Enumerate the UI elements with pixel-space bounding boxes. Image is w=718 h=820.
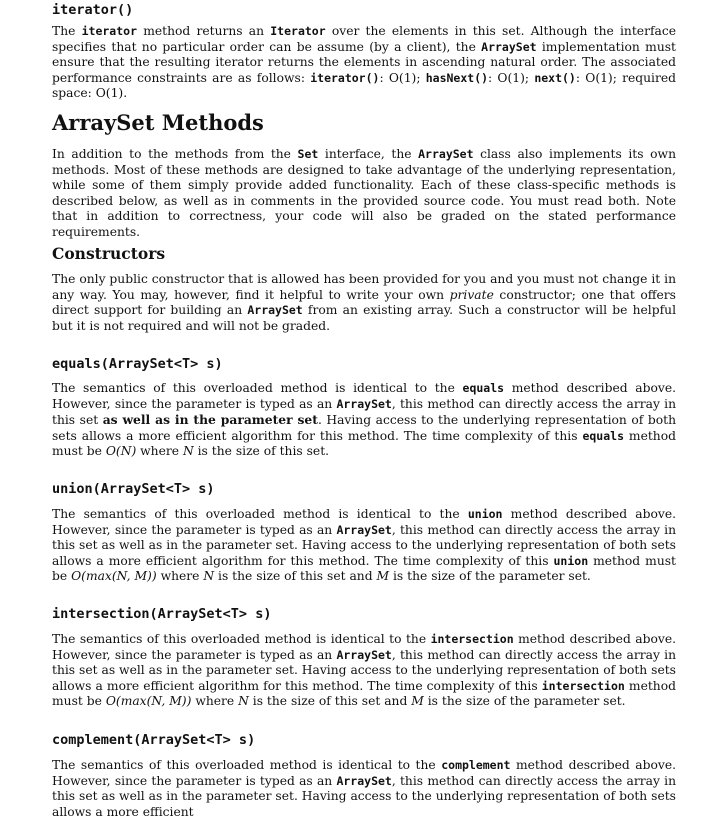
union-paragraph: The semantics of this overloaded method is identical to the union method described above. However, since the parameter is typed as an ArraySet, this method can directly access the array in this set as well as in the parameter set. Having access to the underlying representation of both sets allows a more efficient algorithm for this method. The time complexity of this union method must be O(max(N, M)) where N is the size of this set and M is the size of the parameter set.	[52, 507, 677, 584]
intersection-paragraph: The semantics of this overloaded method is identical to the intersection method described above. However, since the parameter is typed as an ArraySet, this method can directly access the array in this set as well as in the parameter set. Having access to the underlying representation of both sets allows a more efficient algorithm for this method. The time complexity of this intersection method must be O(max(N, M)) where N is the size of this set and M is the size of the parameter set.	[52, 632, 677, 709]
arrayset-methods-title: ArraySet Methods	[52, 110, 264, 135]
arrayset-methods-paragraph: In addition to the methods from the Set interface, the ArraySet class also implements its own methods. Most of these methods are designed to take advantage of the underlying representation, while some of them simply provide added functionality. Each of these class-specific methods is described below, as well as in comments in the provided source code. You must read both. Note that in addition to correctness, your code will also be graded on the stated performance requirements.	[52, 147, 676, 239]
equals-heading: equals(ArraySet<T> s)	[52, 356, 223, 372]
constructors-title: Constructors	[52, 244, 166, 263]
intersection-heading: intersection(ArraySet<T> s)	[52, 606, 272, 622]
iterator-paragraph: The iterator method returns an Iterator over the elements in this set. Although the interface specifies that no particular order can be assume (by a client), the ArraySet implementation must ensure that the resulting iterator returns the elements in ascending natural order. The associated performance constraints are as follows: iterator(): O(1); hasNext(): O(1); next(): O(1); required space: O(1).	[52, 24, 677, 101]
union-heading: union(ArraySet<T> s)	[52, 481, 215, 497]
equals-paragraph: The semantics of this overloaded method is identical to the equals method described above. However, since the parameter is typed as an ArraySet, this method can directly access the array in this set as well as in the parameter set. Having access to the underlying representation of both sets allows a more efficient algorithm for this method. The time complexity of this equals method must be O(N) where N is the size of this set.	[52, 381, 677, 459]
complement-heading: complement(ArraySet<T> s)	[52, 732, 256, 748]
iterator-heading: iterator()	[52, 2, 134, 18]
complement-paragraph: The semantics of this overloaded method is identical to the complement method described above. However, since the parameter is typed as an ArraySet, this method can directly access the array in this set as well as in the parameter set. Having access to the underlying representation of both sets allows a more efficient	[52, 758, 677, 819]
constructors-paragraph: The only public constructor that is allowed has been provided for you and you must not change it in any way. You may, however, find it helpful to write your own private constructor; one that offers direct support for building an ArraySet from an existing array. Such a constructor will be helpful but it is not required and will not be graded.	[52, 272, 676, 333]
